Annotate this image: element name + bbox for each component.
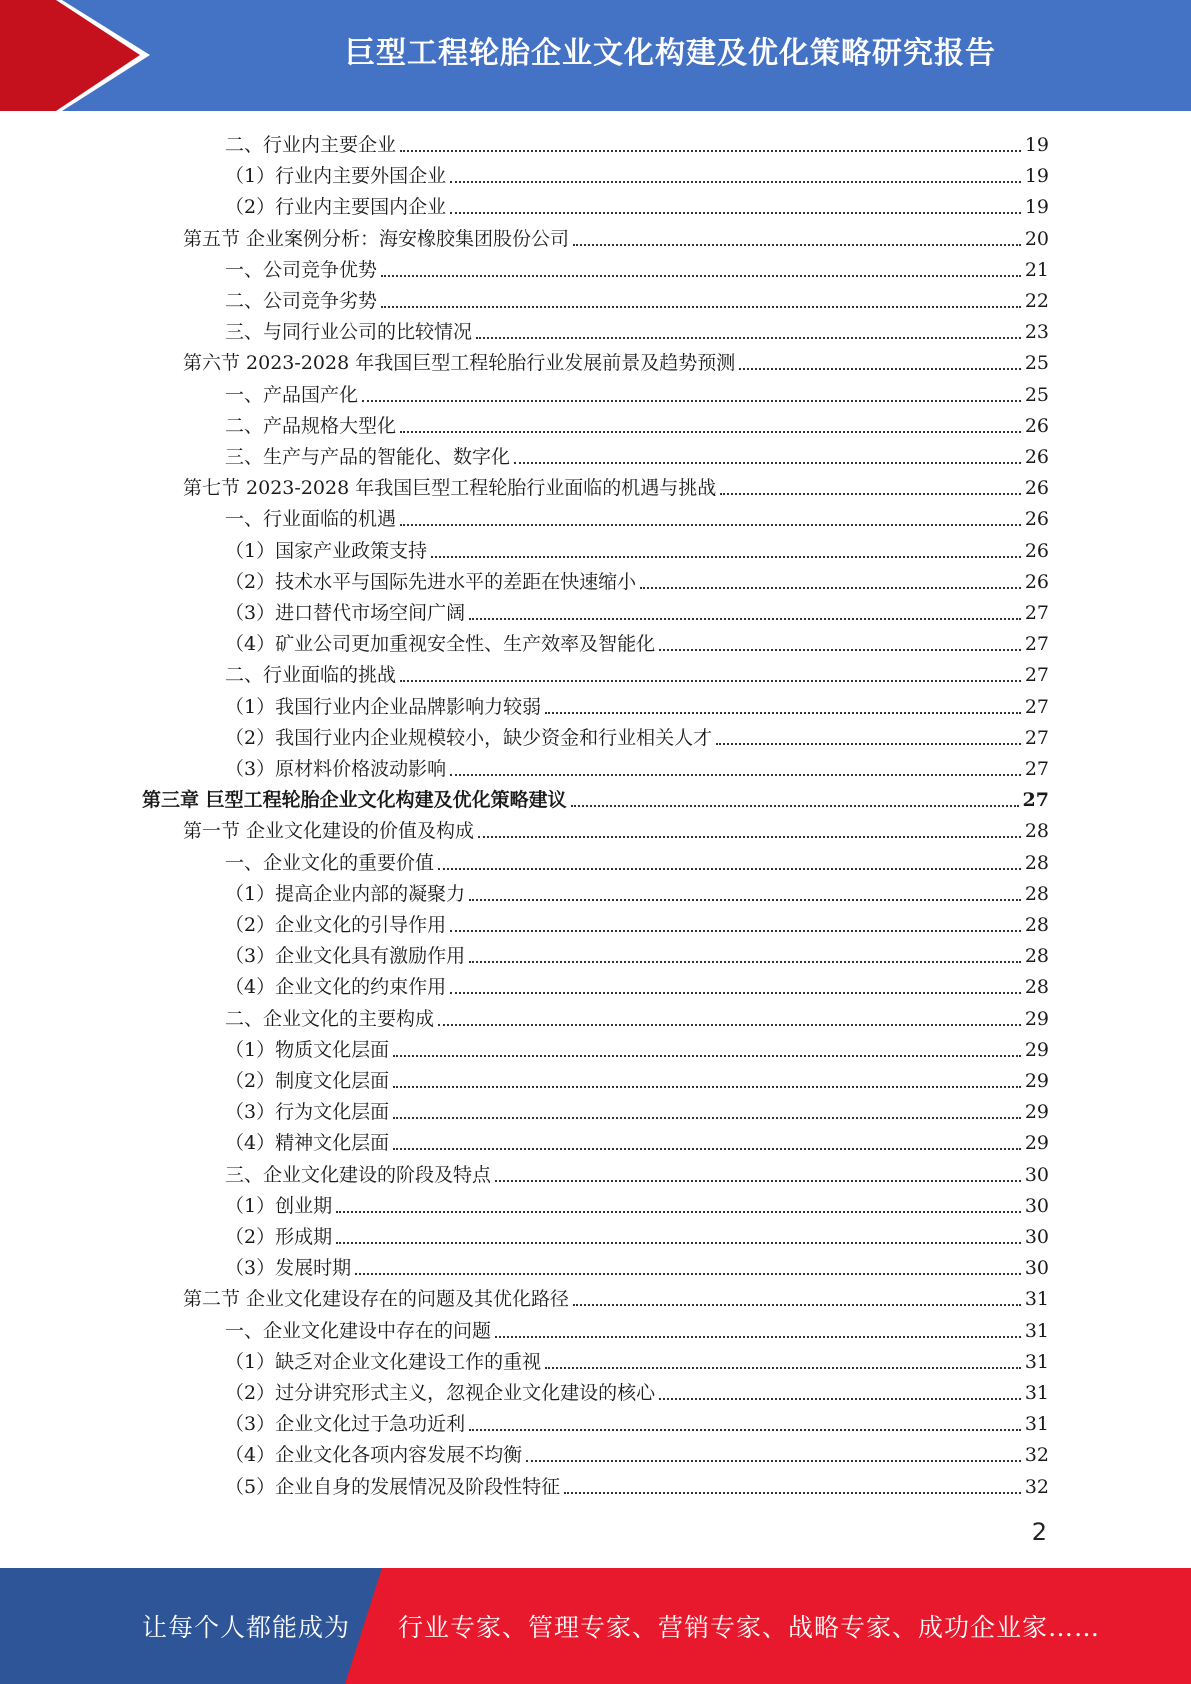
toc-leader-dots bbox=[336, 1211, 1021, 1213]
toc-entry-page: 28 bbox=[1024, 882, 1049, 905]
footer-slogan-right: 行业专家、管理专家、营销专家、战略专家、成功企业家…… bbox=[398, 1613, 1101, 1642]
toc-leader-dots bbox=[336, 1242, 1021, 1244]
toc-entry-title: 一、行业面临的机遇 bbox=[225, 508, 397, 531]
toc-entry[interactable] bbox=[225, 1157, 1049, 1188]
toc-entry-title: 二、行业内主要企业 bbox=[225, 134, 397, 156]
toc-entry-title: （2）制度文化层面 bbox=[225, 1070, 390, 1092]
toc-entry-page: 32 bbox=[1024, 1444, 1049, 1467]
toc-entry[interactable] bbox=[225, 533, 1049, 564]
toc-entry-page: 22 bbox=[1024, 290, 1049, 312]
toc-leader-dots bbox=[573, 244, 1021, 246]
toc-entry-page: 28 bbox=[1024, 976, 1049, 999]
toc-entry-title: （2）行业内主要国内企业 bbox=[225, 196, 447, 219]
toc-entry-title: 二、公司竞争劣势 bbox=[225, 290, 378, 312]
toc-entry-title: （1）缺乏对企业文化建设工作的重视 bbox=[225, 1350, 542, 1373]
toc-leader-dots bbox=[438, 1024, 1021, 1026]
toc-leader-dots bbox=[720, 493, 1021, 495]
toc-entry-page: 31 bbox=[1024, 1382, 1049, 1404]
toc-leader-dots bbox=[400, 431, 1021, 433]
toc-entry[interactable] bbox=[225, 283, 1049, 314]
toc-entry-title: （2）过分讲究形式主义，忽视企业文化建设的核心 bbox=[225, 1382, 656, 1404]
toc-entry-page: 21 bbox=[1024, 258, 1049, 281]
toc-entry-title: （2）形成期 bbox=[225, 1226, 333, 1248]
toc-entry[interactable] bbox=[225, 127, 1049, 158]
toc-entry-title: （3）企业文化过于急功近利 bbox=[225, 1413, 466, 1436]
toc-entry-title: （2）我国行业内企业规模较小，缺少资金和行业相关人才 bbox=[225, 726, 713, 749]
toc-entry-page: 28 bbox=[1024, 914, 1049, 936]
toc-entry-page: 19 bbox=[1024, 134, 1049, 156]
toc-leader-dots bbox=[573, 1304, 1021, 1306]
toc-entry[interactable] bbox=[225, 1375, 1049, 1406]
toc-leader-dots bbox=[478, 836, 1021, 838]
toc-entry[interactable] bbox=[183, 813, 1049, 844]
page-number: 2 bbox=[1031, 1518, 1047, 1546]
toc-leader-dots bbox=[571, 805, 1019, 807]
toc-entry-title: 一、产品国产化 bbox=[225, 383, 359, 406]
toc-entry-title: 第七节 2023-2028 年我国巨型工程轮胎行业面临的机遇与挑战 bbox=[183, 477, 717, 500]
toc-entry[interactable] bbox=[225, 720, 1049, 751]
toc-entry-title: 一、企业文化建设中存在的问题 bbox=[225, 1319, 492, 1342]
toc-entry[interactable] bbox=[183, 470, 1049, 501]
toc-leader-dots bbox=[659, 1398, 1021, 1400]
toc-entry[interactable] bbox=[225, 907, 1049, 938]
toc-entry-title: 一、企业文化的重要价值 bbox=[225, 851, 435, 874]
toc-entry[interactable] bbox=[225, 189, 1049, 220]
toc-entry-title: 第三章 巨型工程轮胎企业文化构建及优化策略建议 bbox=[142, 789, 567, 812]
toc-leader-dots bbox=[450, 181, 1021, 183]
toc-leader-dots bbox=[431, 556, 1021, 558]
page-footer bbox=[0, 1568, 1191, 1684]
toc-entry[interactable] bbox=[225, 626, 1049, 657]
toc-entry-title: 三、与同行业公司的比较情况 bbox=[225, 321, 473, 344]
toc-leader-dots bbox=[381, 275, 1021, 277]
toc-entry[interactable] bbox=[183, 345, 1049, 376]
toc-entry-title: （3）进口替代市场空间广阔 bbox=[225, 602, 466, 624]
page-header bbox=[0, 0, 1191, 111]
toc-entry-page: 31 bbox=[1024, 1319, 1049, 1342]
toc-entry-title: 第一节 企业文化建设的价值及构成 bbox=[183, 820, 475, 843]
toc-entry[interactable] bbox=[225, 314, 1049, 345]
toc-entry-page: 26 bbox=[1024, 508, 1049, 531]
toc-leader-dots bbox=[450, 992, 1021, 994]
toc-entry-title: （4）企业文化各项内容发展不均衡 bbox=[225, 1444, 523, 1467]
toc-entry-title: （3）行为文化层面 bbox=[225, 1101, 390, 1124]
toc-entry-page: 27 bbox=[1024, 726, 1049, 749]
toc-entry-page: 27 bbox=[1024, 664, 1049, 687]
toc-entry-title: （1）行业内主要外国企业 bbox=[225, 165, 447, 188]
toc-entry-page: 28 bbox=[1024, 820, 1049, 843]
toc-entry[interactable] bbox=[225, 1188, 1049, 1219]
toc-entry-title: （1）提高企业内部的凝聚力 bbox=[225, 882, 466, 905]
toc-leader-dots bbox=[362, 400, 1021, 402]
toc-entry-page: 31 bbox=[1024, 1288, 1049, 1311]
toc-leader-dots bbox=[716, 743, 1021, 745]
toc-entry-title: 二、企业文化的主要构成 bbox=[225, 1007, 435, 1030]
toc-entry[interactable] bbox=[225, 876, 1049, 907]
toc-entry[interactable] bbox=[225, 657, 1049, 688]
toc-entry-title: （1）物质文化层面 bbox=[225, 1038, 390, 1061]
report-title: 巨型工程轮胎企业文化构建及优化策略研究报告 bbox=[345, 36, 996, 71]
toc-entry-title: （1）创业期 bbox=[225, 1194, 333, 1217]
toc-entry[interactable] bbox=[225, 938, 1049, 969]
toc-leader-dots bbox=[438, 868, 1021, 870]
toc-entry-title: （4）企业文化的约束作用 bbox=[225, 976, 447, 999]
toc-entry[interactable] bbox=[225, 751, 1049, 782]
toc-entry-page: 30 bbox=[1024, 1163, 1049, 1186]
toc-entry-title: （1）国家产业政策支持 bbox=[225, 539, 428, 562]
toc-entry[interactable] bbox=[225, 1219, 1049, 1250]
toc-entry[interactable] bbox=[142, 782, 1049, 813]
toc-entry[interactable] bbox=[225, 408, 1049, 439]
toc-entry-page: 27 bbox=[1024, 633, 1049, 656]
toc-entry[interactable] bbox=[225, 501, 1049, 532]
toc-entry-page: 32 bbox=[1024, 1475, 1049, 1498]
toc-entry-title: （2）技术水平与国际先进水平的差距在快速缩小 bbox=[225, 570, 637, 593]
toc-leader-dots bbox=[469, 618, 1021, 620]
toc-entry-page: 19 bbox=[1024, 165, 1049, 188]
toc-leader-dots bbox=[545, 712, 1021, 714]
toc-entry[interactable] bbox=[225, 1001, 1049, 1032]
toc-entry-page: 31 bbox=[1024, 1413, 1049, 1436]
toc-leader-dots bbox=[640, 587, 1021, 589]
toc-entry-page: 23 bbox=[1024, 321, 1049, 344]
toc-entry-page: 29 bbox=[1024, 1070, 1049, 1092]
toc-entry[interactable] bbox=[225, 1250, 1049, 1281]
toc-leader-dots bbox=[393, 1117, 1021, 1119]
toc-leader-dots bbox=[514, 462, 1021, 464]
toc-entry[interactable] bbox=[225, 1344, 1049, 1375]
toc-leader-dots bbox=[469, 1429, 1021, 1431]
toc-entry-page: 30 bbox=[1024, 1226, 1049, 1248]
toc-entry[interactable] bbox=[183, 1281, 1049, 1312]
toc-entry-page: 27 bbox=[1024, 695, 1049, 718]
toc-leader-dots bbox=[469, 899, 1021, 901]
toc-entry-page: 19 bbox=[1024, 196, 1049, 219]
toc-leader-dots bbox=[564, 1492, 1021, 1494]
toc-entry-title: （5）企业自身的发展情况及阶段性特征 bbox=[225, 1475, 561, 1498]
toc-entry[interactable] bbox=[225, 252, 1049, 283]
toc-leader-dots bbox=[400, 150, 1021, 152]
toc-leader-dots bbox=[495, 1180, 1021, 1182]
toc-entry[interactable] bbox=[225, 1437, 1049, 1468]
toc-entry[interactable] bbox=[225, 1125, 1049, 1156]
toc-leader-dots bbox=[450, 212, 1021, 214]
toc-leader-dots bbox=[659, 649, 1021, 651]
toc-entry-title: （3）企业文化具有激励作用 bbox=[225, 945, 466, 968]
toc-entry-page: 29 bbox=[1024, 1132, 1049, 1155]
toc-entry-page: 28 bbox=[1024, 945, 1049, 968]
toc-entry[interactable] bbox=[183, 221, 1049, 252]
toc-leader-dots bbox=[393, 1055, 1021, 1057]
toc-entry[interactable] bbox=[225, 1032, 1049, 1063]
toc-entry-title: 三、生产与产品的智能化、数字化 bbox=[225, 446, 511, 468]
toc-entry-title: 一、公司竞争优势 bbox=[225, 258, 378, 281]
toc-entry[interactable] bbox=[225, 845, 1049, 876]
toc-entry[interactable] bbox=[225, 595, 1049, 626]
toc-entry-page: 26 bbox=[1024, 570, 1049, 593]
toc-entry-page: 29 bbox=[1024, 1101, 1049, 1124]
toc-entry[interactable] bbox=[225, 1063, 1049, 1094]
toc-entry[interactable] bbox=[225, 1313, 1049, 1344]
footer-slogan-left: 让每个人都能成为 bbox=[142, 1613, 351, 1642]
toc-entry-title: （2）企业文化的引导作用 bbox=[225, 914, 447, 936]
toc-entry-page: 26 bbox=[1024, 539, 1049, 562]
toc-leader-dots bbox=[545, 1367, 1021, 1369]
toc-entry-page: 30 bbox=[1024, 1194, 1049, 1217]
toc-entry-page: 28 bbox=[1024, 851, 1049, 874]
toc-entry[interactable] bbox=[225, 564, 1049, 595]
toc-entry-title: 二、产品规格大型化 bbox=[225, 414, 397, 437]
toc-entry-title: 二、行业面临的挑战 bbox=[225, 664, 397, 687]
toc-leader-dots bbox=[495, 1336, 1021, 1338]
toc-entry-title: （4）矿业公司更加重视安全性、生产效率及智能化 bbox=[225, 633, 656, 656]
toc-entry-page: 26 bbox=[1024, 446, 1049, 468]
toc-entry-title: （3）原材料价格波动影响 bbox=[225, 758, 447, 780]
toc-leader-dots bbox=[355, 1273, 1021, 1275]
toc-entry-page: 27 bbox=[1024, 602, 1049, 624]
toc-entry-title: 第六节 2023-2028 年我国巨型工程轮胎行业发展前景及趋势预测 bbox=[183, 352, 736, 375]
toc-entry[interactable] bbox=[225, 1406, 1049, 1437]
toc-entry-page: 25 bbox=[1024, 383, 1049, 406]
toc-entry-page: 27 bbox=[1024, 758, 1049, 780]
toc-entry-page: 25 bbox=[1024, 352, 1049, 375]
toc-entry-page: 26 bbox=[1024, 477, 1049, 500]
toc-leader-dots bbox=[450, 774, 1021, 776]
toc-leader-dots bbox=[400, 524, 1021, 526]
toc-entry[interactable] bbox=[225, 969, 1049, 1000]
toc-entry-page: 20 bbox=[1024, 227, 1049, 250]
toc-leader-dots bbox=[393, 1086, 1021, 1088]
toc-entry[interactable] bbox=[225, 377, 1049, 408]
toc-entry-title: （4）精神文化层面 bbox=[225, 1132, 390, 1155]
toc-entry-page: 27 bbox=[1022, 789, 1049, 812]
toc-entry-title: （1）我国行业内企业品牌影响力较弱 bbox=[225, 695, 542, 718]
toc-leader-dots bbox=[526, 1460, 1021, 1462]
toc-leader-dots bbox=[393, 1148, 1021, 1150]
toc-entry[interactable] bbox=[225, 439, 1049, 470]
toc-entry[interactable] bbox=[225, 689, 1049, 720]
toc-leader-dots bbox=[450, 930, 1021, 932]
toc-leader-dots bbox=[469, 961, 1021, 963]
toc-entry-title: （3）发展时期 bbox=[225, 1257, 352, 1280]
toc-leader-dots bbox=[400, 680, 1021, 682]
toc-entry-title: 第二节 企业文化建设存在的问题及其优化路径 bbox=[183, 1288, 570, 1311]
toc-entry-page: 30 bbox=[1024, 1257, 1049, 1280]
toc-leader-dots bbox=[739, 368, 1021, 370]
toc-entry-page: 31 bbox=[1024, 1350, 1049, 1373]
toc-entry-title: 第五节 企业案例分析：海安橡胶集团股份公司 bbox=[183, 227, 570, 250]
toc-entry[interactable] bbox=[225, 1094, 1049, 1125]
toc-leader-dots bbox=[476, 337, 1021, 339]
toc-entry[interactable] bbox=[225, 1469, 1049, 1500]
toc-leader-dots bbox=[381, 306, 1021, 308]
toc-entry-page: 29 bbox=[1024, 1038, 1049, 1061]
toc-entry-page: 29 bbox=[1024, 1007, 1049, 1030]
toc-entry-title: 三、企业文化建设的阶段及特点 bbox=[225, 1163, 492, 1186]
toc-entry[interactable] bbox=[225, 158, 1049, 189]
toc-entry-page: 26 bbox=[1024, 414, 1049, 437]
